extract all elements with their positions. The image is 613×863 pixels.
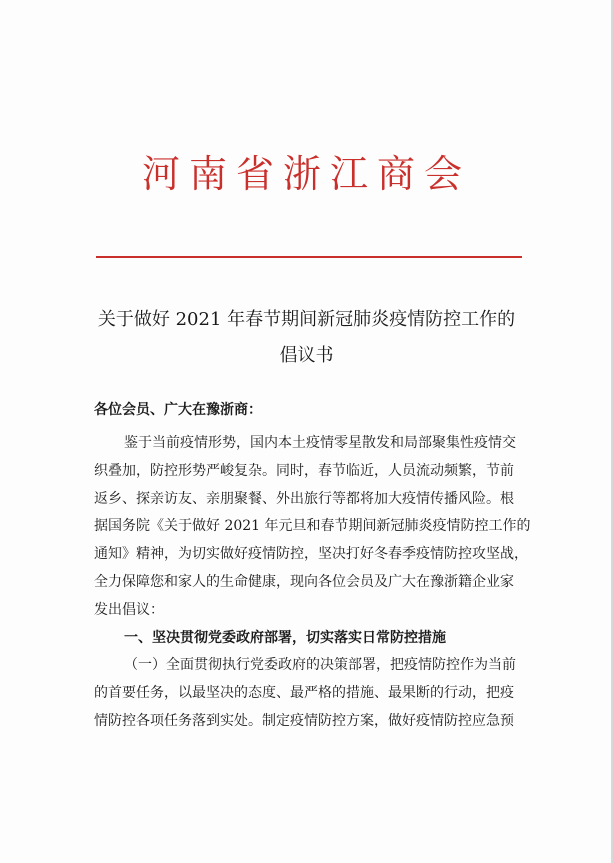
section-1-line: （一）全面贯彻执行党委政府的决策部署，把疫情防控作为当前	[124, 657, 516, 674]
body-line: 据国务院《关于做好 2021 年元旦和春节期间新冠肺炎疫情防控工作的	[94, 518, 531, 535]
body-line: 鉴于当前疫情形势，国内本土疫情零星散发和局部聚集性疫情交	[124, 435, 516, 451]
body-line: 全力保障您和家人的生命健康，现向各位会员及广大在豫浙籍企业家	[94, 573, 514, 590]
body-line: 织叠加，防控形势严峻复杂。同时，春节临近，人员流动频繁，节前	[94, 462, 514, 479]
salutation: 各位会员、广大在豫浙商：	[94, 402, 262, 418]
body-line: 发出倡议：	[94, 601, 164, 618]
title-line-2: 倡议书	[279, 345, 334, 366]
section-1-line: 情防控各项任务落到实处。制定疫情防控方案，做好疫情防控应急预	[94, 712, 514, 729]
title-line-1: 关于做好 2021 年春节期间新冠肺炎疫情防控工作的	[97, 309, 516, 330]
section-1-heading: 一、坚决贯彻党委政府部署，切实落实日常防控措施	[124, 629, 446, 646]
letterhead-divider	[96, 256, 522, 258]
body-line: 返乡、探亲访友、亲朋聚餐、外出旅行等都将加大疫情传播风险。根	[94, 490, 514, 507]
document-title	[80, 302, 533, 374]
document-body	[94, 430, 540, 736]
body-line: 通知》精神，为切实做好疫情防控，坚决打好冬春季疫情防控攻坚战，	[94, 546, 528, 563]
letterhead-title: 河南省浙江商会	[141, 152, 471, 196]
section-1-line: 的首要任务，以最坚决的态度、最严格的措施、最果断的行动，把疫	[94, 685, 514, 702]
